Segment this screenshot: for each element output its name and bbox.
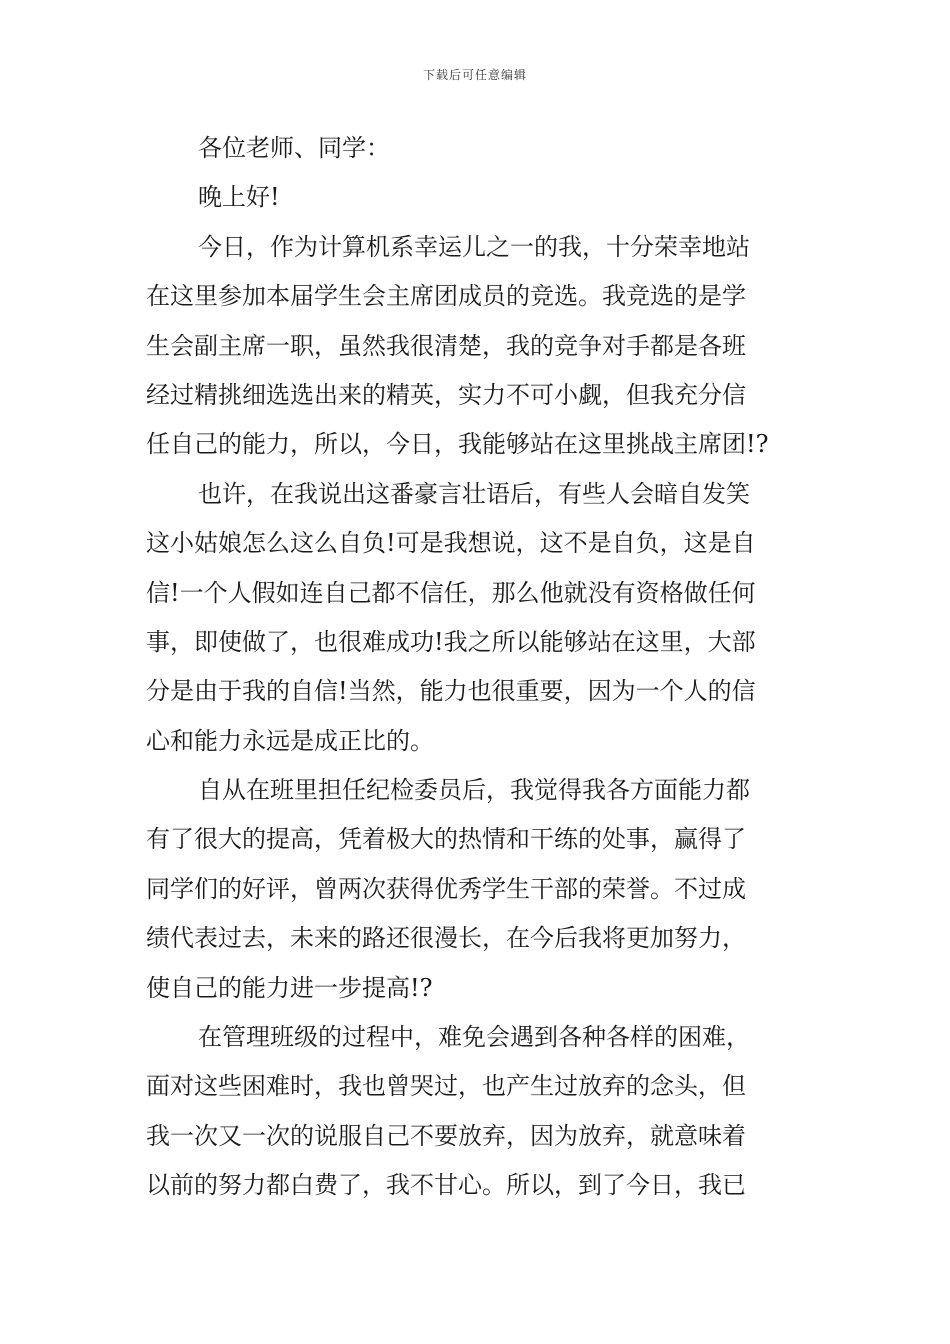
paragraph-line: 在管理班级的过程中，难免会遇到各种各样的困难， — [198, 1023, 750, 1052]
paragraph-line: 这小姑娘怎么这么自负!可是我想说，这不是自负，这是自 — [146, 529, 756, 558]
paragraph-line: 也许，在我说出这番豪言壮语后，有些人会暗自发笑 — [198, 479, 750, 508]
paragraph-line: 有了很大的提高，凭着极大的热情和干练的处事，赢得了 — [146, 825, 746, 854]
paragraph-line: 在这里参加本届学生会主席团成员的竞选。我竞选的是学 — [146, 282, 746, 311]
header-note: 下载后可任意编辑 — [422, 68, 527, 82]
paragraph-line: 心和能力永远是成正比的。 — [146, 726, 434, 755]
paragraph-line: 信!一个人假如连自己都不信任，那么他就没有资格做任何 — [146, 578, 756, 607]
salutation-line: 各位老师、同学： — [198, 134, 390, 162]
paragraph-line: 以前的努力都白费了，我不甘心。所以，到了今日，我已 — [146, 1171, 746, 1200]
paragraph-line: 绩代表过去，未来的路还很漫长，在今后我将更加努力， — [146, 924, 746, 953]
paragraph-line: 分是由于我的自信!当然，能力也很重要，因为一个人的信 — [146, 677, 756, 706]
paragraph-line: 经过精挑细选选出来的精英，实力不可小觑，但我充分信 — [146, 380, 746, 409]
paragraph-line: 自从在班里担任纪检委员后，我觉得我各方面能力都 — [198, 776, 750, 805]
document-body — [146, 124, 806, 1211]
paragraph-line: 面对这些困难时，我也曾哭过，也产生过放弃的念头，但 — [146, 1072, 746, 1101]
paragraph-line: 今日，作为计算机系幸运儿之一的我，十分荣幸地站 — [198, 232, 750, 261]
paragraph-line: 生会副主席一职，虽然我很清楚，我的竞争对手都是各班 — [146, 331, 746, 360]
paragraph-line: 任自己的能力，所以，今日，我能够站在这里挑战主席团!? — [146, 430, 769, 459]
paragraph-line: 我一次又一次的说服自己不要放弃，因为放弃，就意味着 — [146, 1121, 746, 1150]
greeting-line: 晚上好! — [198, 183, 280, 212]
paragraph-line: 事，即使做了，也很难成功!我之所以能够站在这里，大部 — [146, 627, 756, 656]
paragraph-line: 使自己的能力进一步提高!? — [146, 973, 433, 1002]
paragraph-line: 同学们的好评，曾两次获得优秀学生干部的荣誉。不过成 — [146, 874, 746, 903]
